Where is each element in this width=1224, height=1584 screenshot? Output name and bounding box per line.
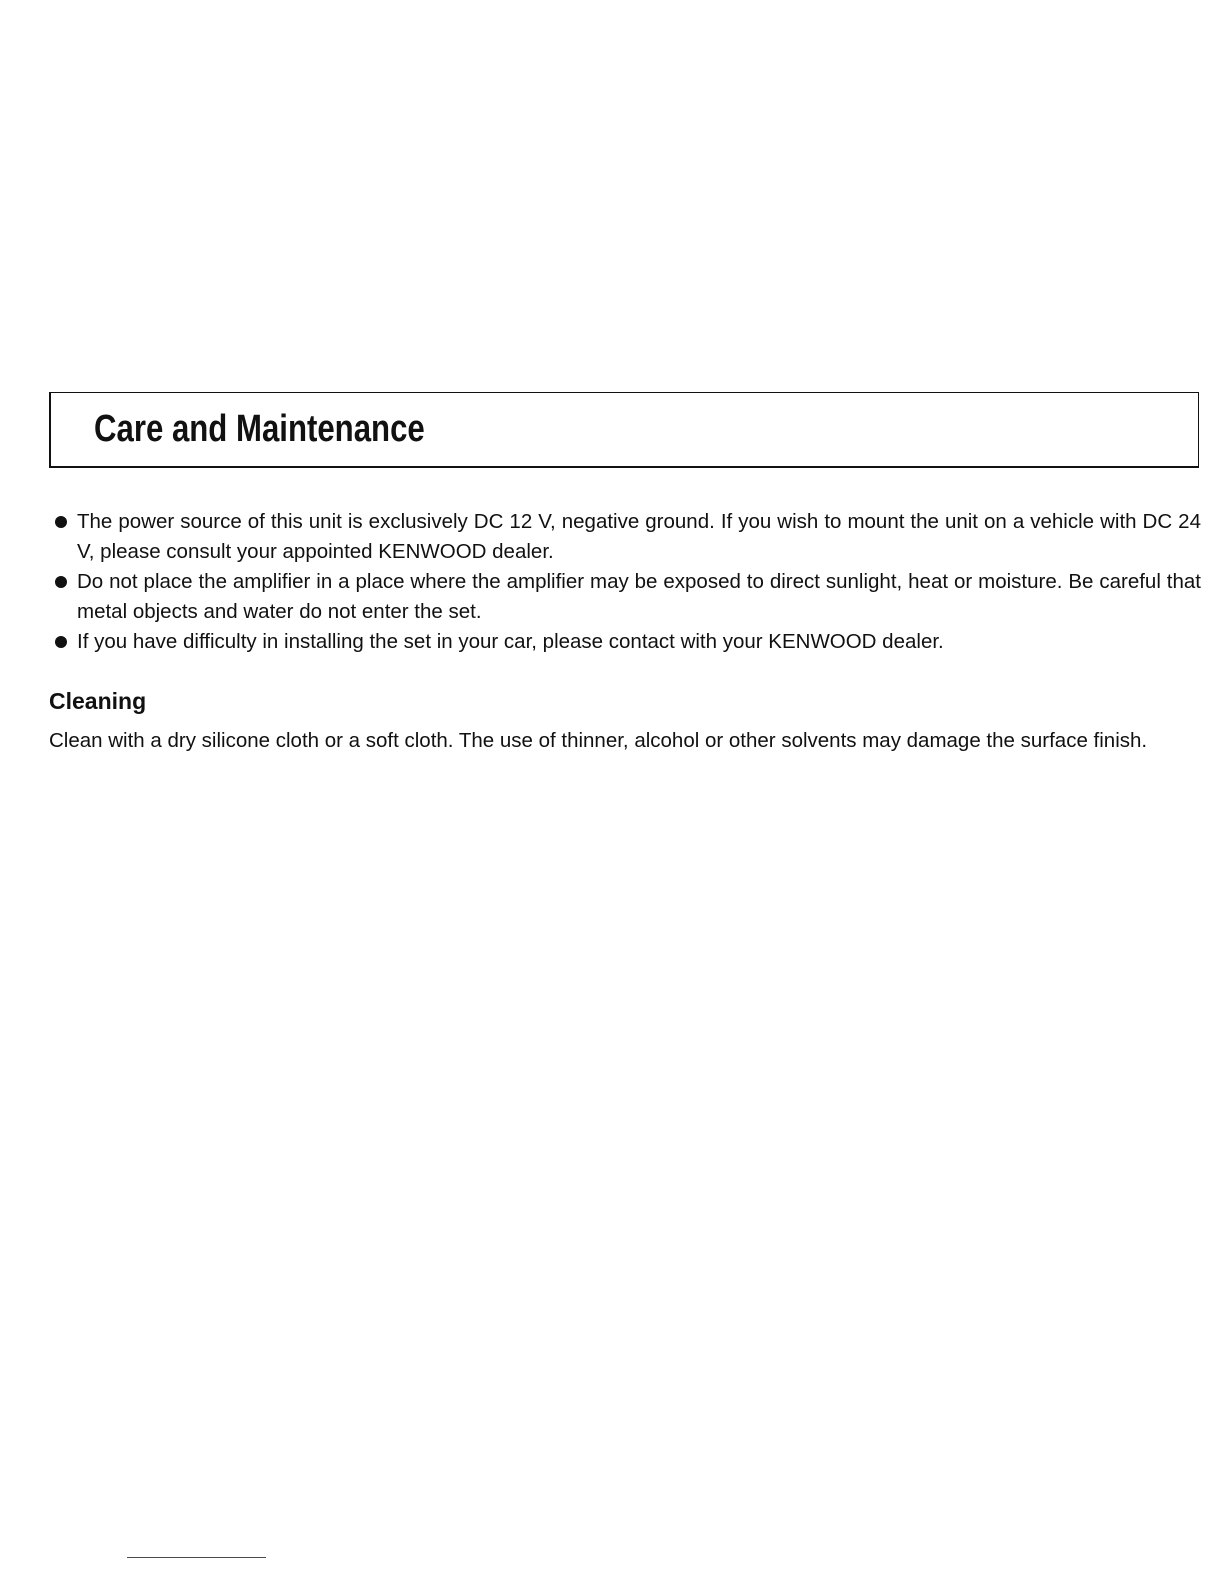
- bullet-dot-icon: [55, 576, 67, 588]
- footer-rule-divider: [127, 1557, 266, 1558]
- cleaning-heading: Cleaning: [49, 688, 147, 714]
- bullet-dot-icon: [55, 516, 67, 528]
- section-title: Care and Maintenance: [94, 408, 425, 450]
- bullet-text: Do not place the amplifier in a place where the amplifier may be exposed to direct sunlight, heat or moisture. Be careful that metal objects and water do not enter the set.: [77, 570, 1201, 623]
- bullet-text: If you have difficulty in installing the set in your car, please contact with your KENWOOD dealer.: [77, 630, 944, 653]
- cleaning-paragraph: Clean with a dry silicone cloth or a soft cloth. The use of thinner, alcohol or other solvents may damage the surface finish.: [49, 729, 1148, 752]
- bullet-item-placement: [53, 567, 1201, 627]
- section-header-box: [49, 392, 1199, 468]
- bullet-text: The power source of this unit is exclusively DC 12 V, negative ground. If you wish to mount the unit on a vehicle with DC 24 V, please consult your appointed KENWOOD dealer.: [77, 510, 1201, 563]
- maintenance-bullet-list: [53, 507, 1201, 657]
- bullet-dot-icon: [55, 636, 67, 648]
- bullet-item-power-source: [53, 507, 1201, 567]
- bullet-item-installation: [53, 627, 1201, 657]
